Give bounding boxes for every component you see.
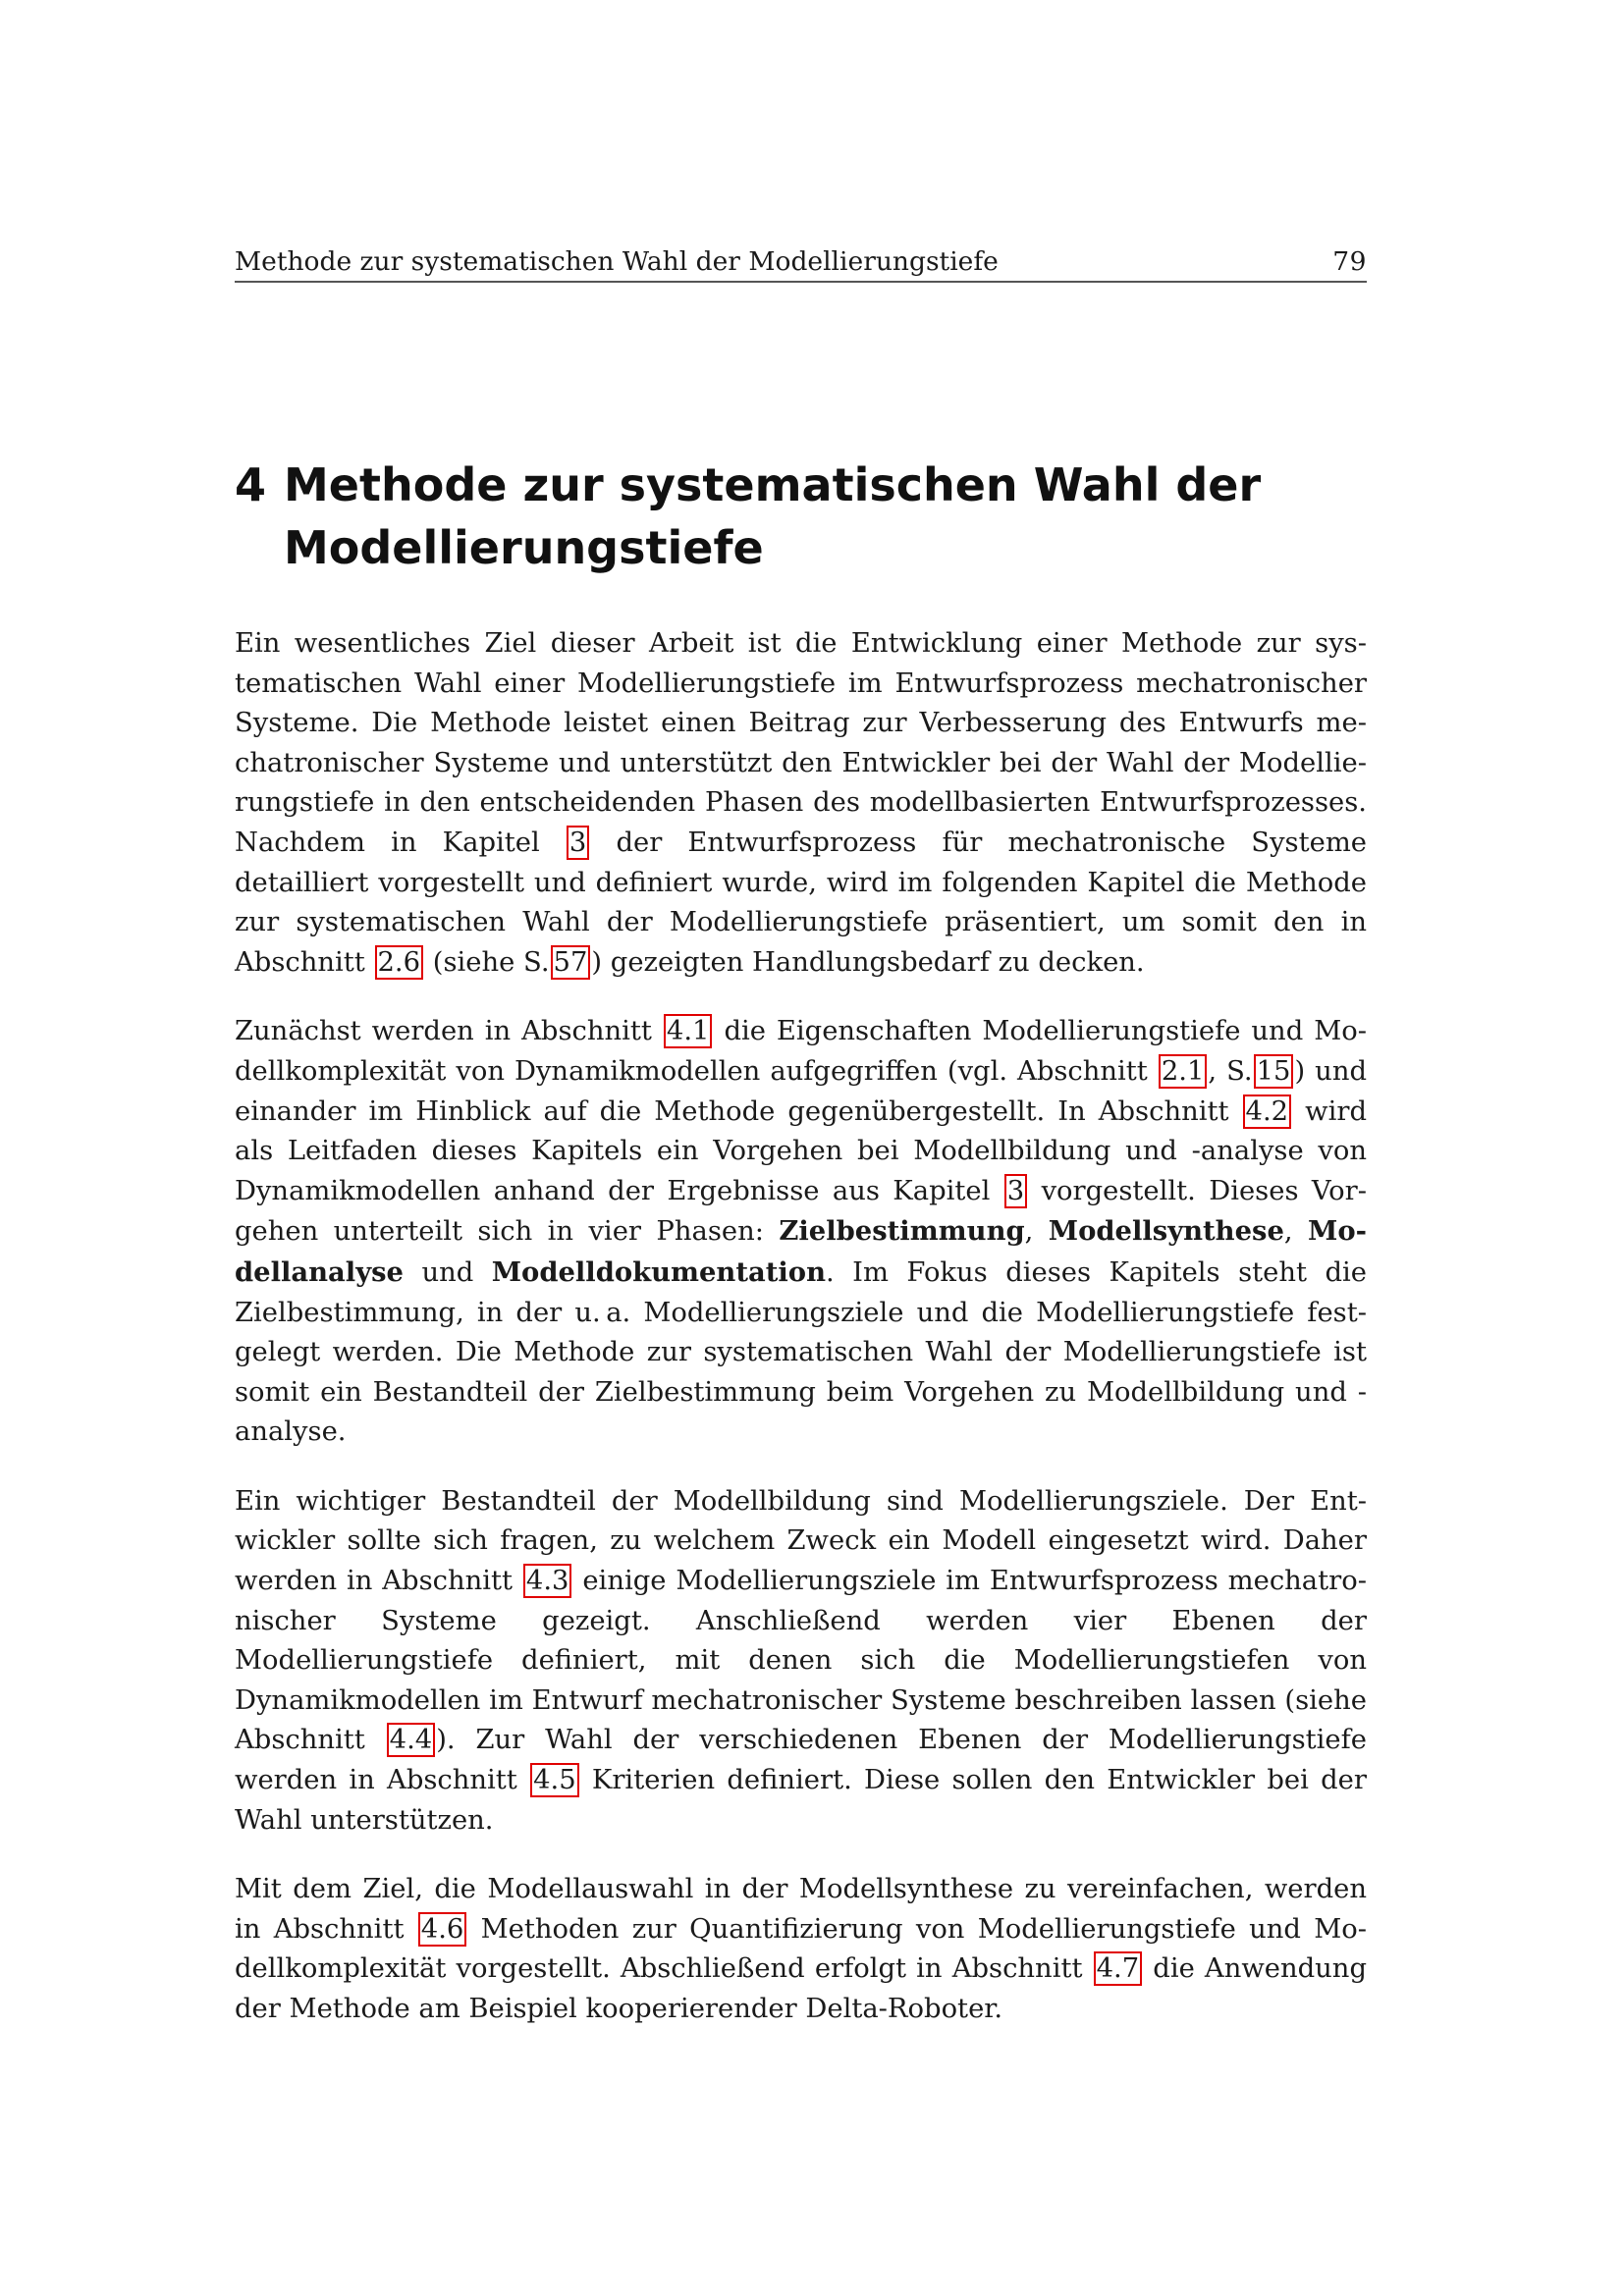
section-ref-link[interactable]: 4.4	[387, 1723, 436, 1757]
section-ref-link[interactable]: 4.2	[1243, 1095, 1292, 1129]
section-ref-link[interactable]: 4.5	[530, 1763, 579, 1797]
text-run: ,	[1283, 1216, 1293, 1248]
text-run: der Entwurfsprozess für mechatronische Systeme detailliert vorgestellt und definiert wurde, wird im folgenden Kapitel die Methode zur systematischen Wahl der Modellierungstiefe präsentiert, um somit den in Abschnitt	[235, 827, 1367, 978]
chapter-number: 4	[235, 458, 267, 511]
text-run: wird als Leitfaden dieses Kapitels ein Vorgehen bei Modellbildung und -analyse von Dynamikmodellen anhand der Ergebnisse aus Kapitel	[235, 1095, 1367, 1206]
text-run: und	[421, 1256, 474, 1288]
page-ref-link[interactable]: 15	[1254, 1054, 1294, 1089]
text-run: Kriterien definiert. Diese sollen den Entwickler bei der Wahl unterstützen.	[235, 1765, 1367, 1836]
page-ref-link[interactable]: 57	[551, 945, 591, 980]
paragraph-1	[235, 624, 1367, 983]
text-run: die Anwendung der Methode am Beispiel kooperierender Delta-Roboter.	[235, 1953, 1367, 2024]
chapter-title-line-2: Modellierungstiefe	[284, 521, 764, 574]
section-ref-link[interactable]: 4.7	[1094, 1951, 1143, 1986]
text-run: ,	[1024, 1216, 1034, 1248]
text-run: einige Modellierungsziele im Entwurfsprozess mechatronischer Systeme gezeigt. Anschließend werden vier Ebenen der Modellierungstiefe definiert, mit denen sich die Modellierungstiefen von Dynamikmodellen im Entwurf mechatronischer Systeme beschreiben lassen (siehe Abschnitt	[235, 1566, 1367, 1756]
text-run: ) und einander im Hinblick auf die Methode gegenübergestellt. In Abschnitt	[235, 1055, 1367, 1127]
text-run: Methoden zur Quantifizierung von Modellierungstiefe und Modellkomplexität vorgestellt. Abschließend erfolgt in Abschnitt	[235, 1913, 1367, 1985]
paragraph-2	[235, 1012, 1367, 1453]
paragraph-3	[235, 1482, 1367, 1841]
section-ref-link[interactable]: 4.1	[664, 1014, 713, 1048]
section-ref-link[interactable]: 4.3	[523, 1564, 572, 1598]
bold-term: Modellanalyse	[235, 1215, 1367, 1288]
chapter-ref-link[interactable]: 3	[567, 826, 589, 860]
chapter-heading	[235, 454, 1367, 579]
text-run: , S.	[1208, 1055, 1253, 1087]
text-run: vorgestellt. Dieses Vorgehen unterteilt sich in vier Phasen:	[235, 1175, 1367, 1248]
section-ref-link[interactable]: 2.6	[375, 945, 424, 980]
page-number: 79	[1332, 246, 1367, 277]
text-run: ) gezeigten Handlungsbedarf zu decken.	[591, 946, 1145, 978]
running-title: Methode zur systematischen Wahl der Modellierungstiefe	[235, 246, 999, 277]
text-run: die Eigenschaften Modellierungstiefe und Modellkomplexität von Dynamikmodellen aufgegriffen (vgl. Abschnitt	[235, 1016, 1368, 1087]
paragraph-4	[235, 1870, 1367, 2029]
chapter-title-line-1: Methode zur systematischen Wahl der	[284, 458, 1262, 511]
text-run: ). Zur Wahl der verschiedenen Ebenen der Modellierungstiefe werden in Abschnitt	[235, 1725, 1367, 1796]
text-run: Ein wesentliches Ziel dieser Arbeit ist die Entwicklung einer Methode zur systematischen Wahl einer Modellierungstiefe im Entwurfsprozess mechatronischer Systeme. Die Methode leistet einen Beitrag zur Verbesserung des Entwurfs mechatronischer Systeme und unterstützt den Entwickler bei der Wahl der Modellierungstiefe in den entscheidenden Phasen des modellbasierten Entwurfsprozesses. Nachdem in Kapitel	[235, 628, 1367, 858]
bold-term: Modelldokumentation	[491, 1255, 826, 1288]
text-run: Mit dem Ziel, die Modellauswahl in der Modellsynthese zu vereinfachen, werden in Abschnitt	[235, 1874, 1367, 1945]
chapter-title	[284, 454, 1367, 579]
bold-term: Modellsynthese	[1048, 1215, 1284, 1248]
section-ref-link[interactable]: 2.1	[1159, 1054, 1208, 1089]
bold-term: Zielbestimmung	[779, 1215, 1025, 1248]
chapter-ref-link[interactable]: 3	[1004, 1174, 1027, 1208]
text-run: . Im Fokus dieses Kapitels steht die Zielbestimmung, in der u. a. Modellierungsziele und die Modellierungstiefe festgelegt werden. Die Methode zur systematischen Wahl der Modellierungstiefe ist somit ein Bestandteil der Zielbestimmung beim Vorgehen zu Modellbildung und -analyse.	[235, 1256, 1367, 1448]
text-run: Zunächst werden in Abschnitt	[235, 1016, 652, 1047]
section-ref-link[interactable]: 4.6	[418, 1912, 467, 1947]
text-run: Ein wichtiger Bestandteil der Modellbildung sind Modellierungsziele. Der Entwickler sollte sich fragen, zu welchem Zweck ein Modell eingesetzt wird. Daher werden in Abschnitt	[235, 1485, 1367, 1597]
body-text	[235, 624, 1367, 2059]
text-run: (siehe S.	[432, 946, 550, 978]
running-header	[235, 243, 1367, 283]
